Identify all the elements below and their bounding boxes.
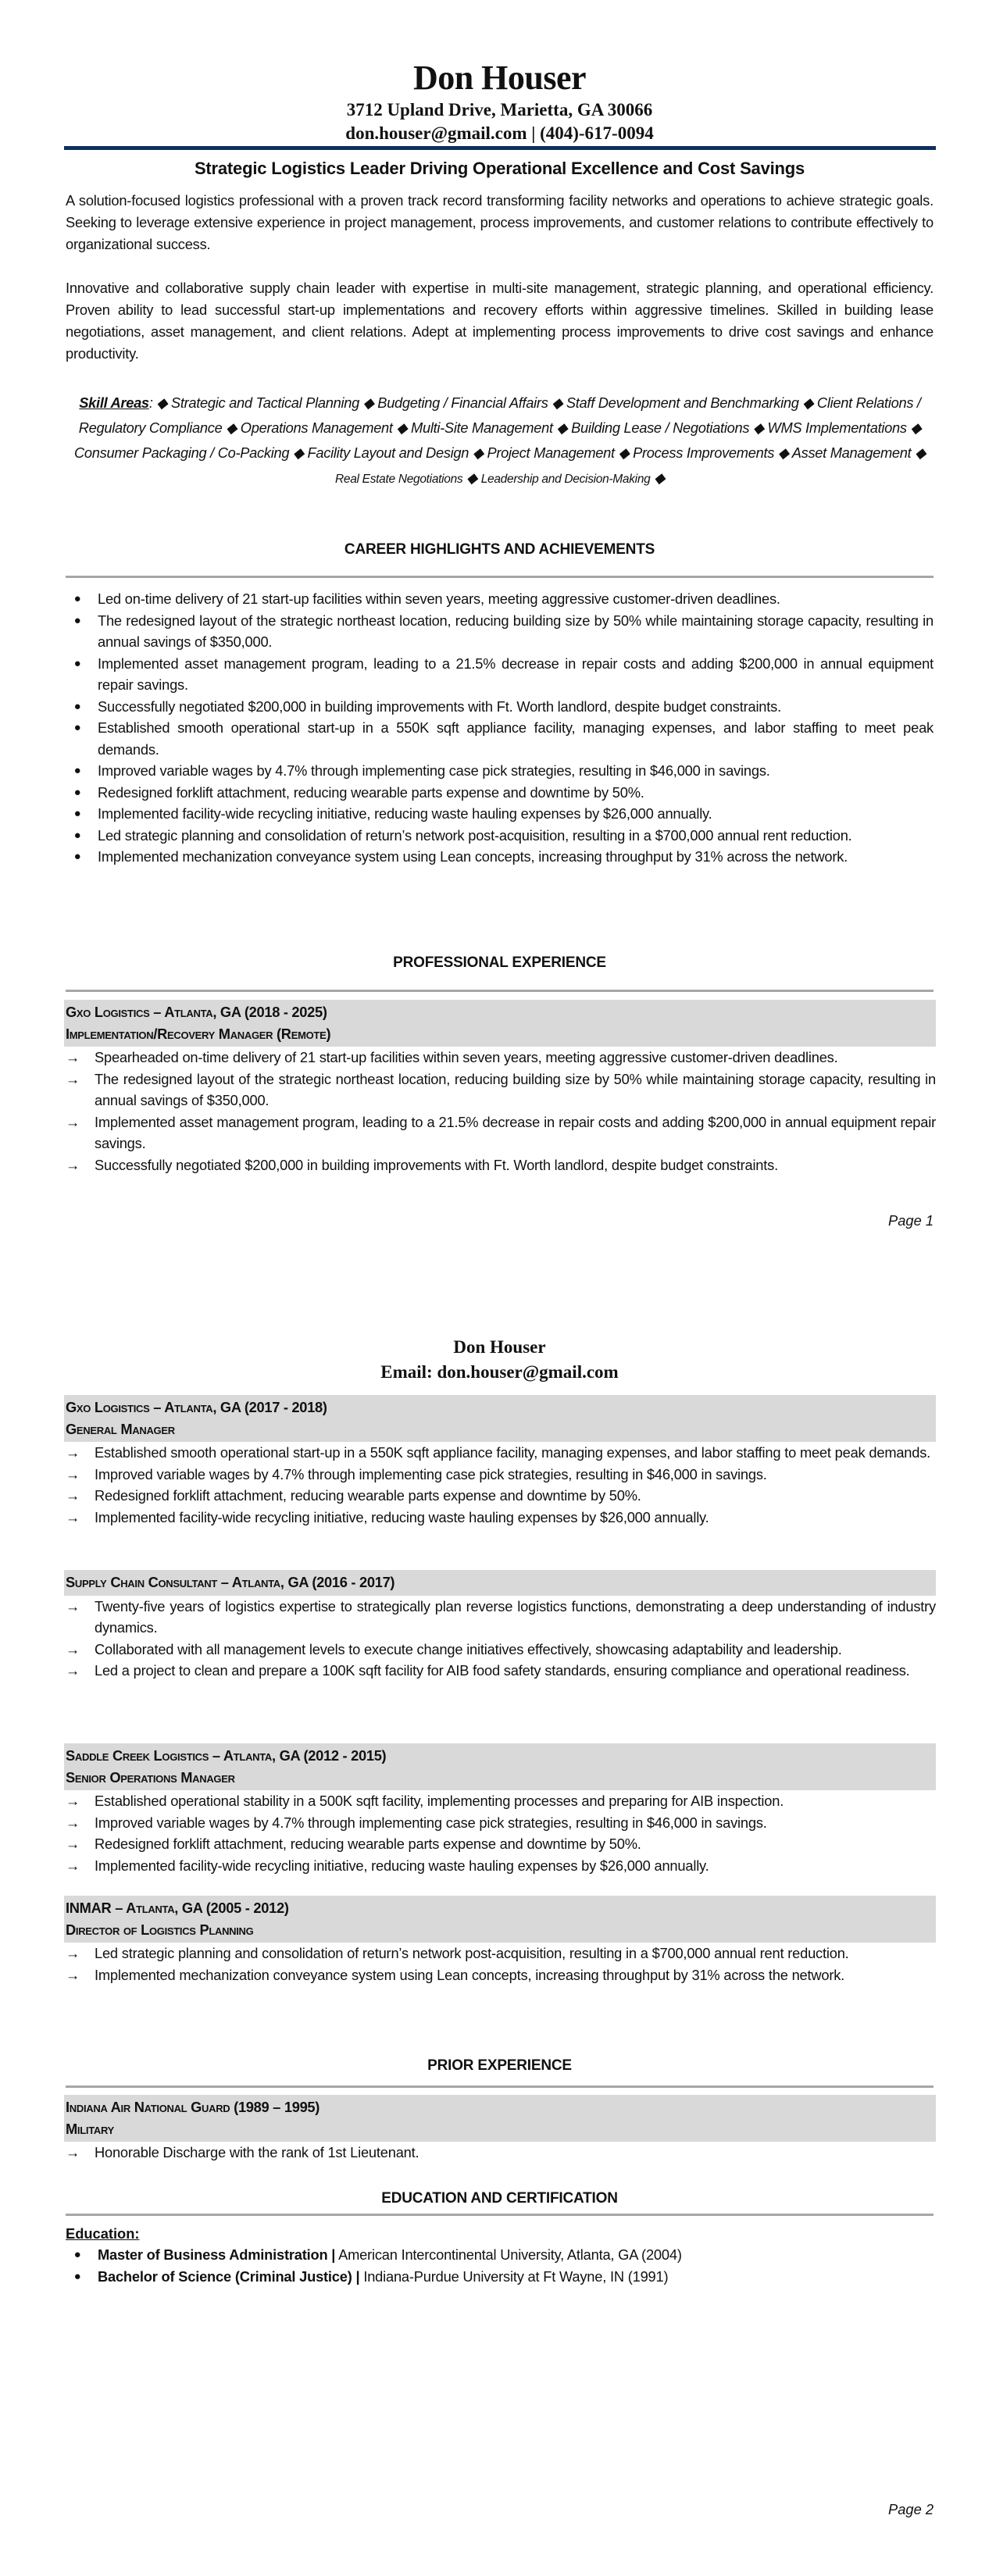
tagline: Strategic Logistics Leader Driving Operational Excellence and Cost Savings <box>194 159 805 178</box>
list-item: → The redesigned layout of the strategic northeast location, reducing building size by 50% while maintaining storage capacity, resulting in annual savings of $350,000. <box>66 1069 936 1111</box>
list-item: → Improved variable wages by 4.7% through implementing case pick strategies, resulting in $46,000 in savings. <box>66 1464 936 1486</box>
education-label: Education: <box>66 2225 140 2242</box>
list-item: ● Established smooth operational start-up in a 550K sqft appliance facility, managing expenses, and labor staffing to meet peak demands. <box>66 717 934 760</box>
arrow-icon: → <box>66 1444 80 1461</box>
job-bullets <box>64 2142 936 2164</box>
job-header <box>64 1570 936 1596</box>
list-item: → Successfully negotiated $200,000 in building improvements with Ft. Worth landlord, despite budget constraints. <box>66 1154 936 1176</box>
list-item: → Collaborated with all management levels to execute change initiatives effectively, showcasing adaptability and leadership. <box>66 1639 936 1661</box>
arrow-icon: → <box>66 1857 80 1874</box>
degree: Master of Business Administration | <box>98 2246 336 2263</box>
skill-item: Real Estate Negotiations <box>334 473 463 486</box>
job-bullets <box>64 1943 936 1986</box>
job-header <box>64 1000 936 1047</box>
arrow-icon: → <box>66 1487 80 1504</box>
skill-item: Client Relations / Regulatory Compliance <box>78 394 921 436</box>
arrow-icon: → <box>66 1662 80 1679</box>
resume-page-2 <box>0 1288 996 2576</box>
education-block <box>66 2225 934 2287</box>
list-item: ● Led on-time delivery of 21 start-up facilities within seven years, meeting aggressive customer-driven deadlines. <box>66 588 934 610</box>
arrow-icon: → <box>66 1508 80 1525</box>
bullet-icon: ● <box>73 656 81 670</box>
job-bullets <box>64 1596 936 1682</box>
bullet-icon: ● <box>73 764 81 777</box>
job-entry <box>64 1000 936 1176</box>
job-bullets <box>64 1442 936 1528</box>
list-item: ● Successfully negotiated $200,000 in building improvements with Ft. Worth landlord, despite budget constraints. <box>66 696 934 718</box>
candidate-name: Don Houser <box>412 59 587 97</box>
skill-sep-icon: ◆ <box>293 444 304 461</box>
arrow-icon: → <box>66 1070 80 1087</box>
skill-item: Building Lease / Negotiations <box>571 419 750 436</box>
bullet-icon: ● <box>73 807 81 820</box>
skill-item: Project Management <box>487 444 615 461</box>
list-item: ● Implemented asset management program, leading to a 21.5% decrease in repair costs and adding $200,000 in annual equipment repair savings. <box>66 653 934 696</box>
job-company: Saddle Creek Logistics – Atlanta, GA (2012 - 2015) <box>66 1747 387 1764</box>
skill-sep-icon: ◆ <box>362 394 374 411</box>
summary-paragraph-1: A solution-focused logistics professional with a proven track record transforming facility networks and operations to achieve strategic goals. Seeking to leverage extensive experience in project management, process improvements, and customer relations to contribute effectively to organizational success. <box>66 192 934 252</box>
arrow-icon: → <box>66 1966 80 1983</box>
page-number: Page 2 <box>888 2501 934 2517</box>
list-item: → Led strategic planning and consolidation of return’s network post-acquisition, resulting in a $700,000 annual rent reduction. <box>66 1943 936 1964</box>
section-title-experience: PROFESSIONAL EXPERIENCE <box>393 954 606 971</box>
arrow-icon: → <box>66 1049 80 1065</box>
skill-item: Operations Management <box>240 419 393 436</box>
skill-item: Leadership and Decision-Making <box>480 473 651 486</box>
skill-item: Multi-Site Management <box>411 419 553 436</box>
education-list <box>66 2244 934 2287</box>
job-role: General Manager <box>66 1420 175 1437</box>
job-header <box>64 1395 936 1442</box>
arrow-icon: → <box>66 1113 80 1130</box>
highlights-list <box>66 588 934 868</box>
list-item: ● Improved variable wages by 4.7% through implementing case pick strategies, resulting in $46,000 in savings. <box>66 760 934 782</box>
job-role: Director of Logistics Planning <box>66 1921 254 1938</box>
section-rule <box>66 2214 934 2216</box>
skill-item: Process Improvements <box>633 444 775 461</box>
bullet-icon: ● <box>73 721 81 734</box>
section-rule <box>66 576 934 578</box>
list-item: ● Implemented mechanization conveyance system using Lean concepts, increasing throughput by 31% across the network. <box>66 846 934 868</box>
job-entry <box>64 1570 936 1682</box>
section-title-prior-experience: PRIOR EXPERIENCE <box>427 2057 572 2074</box>
contact-line: don.houser@gmail.com | (404)-617-0094 <box>345 123 654 143</box>
bullet-icon: ● <box>73 699 81 713</box>
skill-sep-icon: ◆ <box>618 444 630 461</box>
header-rule <box>64 146 936 150</box>
job-company: Gxo Logistics – Atlanta, GA (2017 - 2018) <box>66 1399 327 1415</box>
job-role: Military <box>66 2120 114 2137</box>
job-company: Indiana Air National Guard (1989 – 1995) <box>66 2099 320 2115</box>
bullet-icon: ● <box>73 2248 81 2261</box>
arrow-icon: → <box>66 1156 80 1173</box>
skill-sep-icon: ◆ <box>472 444 484 461</box>
job-bullets <box>64 1790 936 1876</box>
section-title-highlights: CAREER HIGHLIGHTS AND ACHIEVEMENTS <box>344 541 655 558</box>
list-item <box>66 2266 934 2288</box>
list-item: → Improved variable wages by 4.7% through implementing case pick strategies, resulting in $46,000 in savings. <box>66 1812 936 1834</box>
job-entry <box>64 1395 936 1528</box>
skill-item: Budgeting / Financial Affairs <box>377 394 548 411</box>
job-entry <box>64 1896 936 1986</box>
job-entry <box>64 1743 936 1876</box>
list-item: → Redesigned forklift attachment, reducing wearable parts expense and downtime by 50%. <box>66 1485 936 1507</box>
list-item: → Established operational stability in a 500K sqft facility, implementing processes and preparing for AIB inspection. <box>66 1790 936 1812</box>
job-header <box>64 2095 936 2142</box>
school: American Intercontinental University, Atlanta, GA (2004) <box>335 2246 682 2263</box>
bullet-icon: ● <box>73 592 81 605</box>
skill-sep-icon: ◆ <box>396 419 408 436</box>
list-item: → Led a project to clean and prepare a 100K sqft facility for AIB food safety standards, ensuring compliance and operational readiness. <box>66 1660 936 1682</box>
bullet-icon: ● <box>73 785 81 799</box>
skill-sep-icon: ◆ <box>226 419 237 436</box>
skill-sep-icon: ◆ <box>556 419 568 436</box>
job-bullets <box>64 1047 936 1176</box>
degree: Bachelor of Science (Criminal Justice) | <box>98 2267 360 2285</box>
list-item: → Implemented mechanization conveyance system using Lean concepts, increasing throughput by 31% across the network. <box>66 1964 936 1986</box>
summary-paragraph-2: Innovative and collaborative supply chain leader with expertise in multi-site management, strategic planning, and operational efficiency. Proven ability to lead successful start-up implementations and recovery efforts within aggressive timelines. Skilled in building lease negotiations, asset management, and client relations. Adept at implementing process improvements to drive cost savings and enhance productivity. <box>66 280 934 362</box>
skill-item: Consumer Packaging / Co-Packing <box>74 444 290 461</box>
skill-sep-icon: ◆ <box>156 394 168 411</box>
skill-item: Asset Management <box>791 444 912 461</box>
skill-item: Facility Layout and Design <box>307 444 469 461</box>
arrow-icon: → <box>66 1836 80 1852</box>
list-item: ● Led strategic planning and consolidation of return’s network post-acquisition, resulting in a $700,000 annual rent reduction. <box>66 825 934 847</box>
bullet-icon: ● <box>73 850 81 863</box>
school: Indiana-Purdue University at Ft Wayne, IN (1991) <box>359 2267 669 2285</box>
arrow-icon: → <box>66 1945 80 1961</box>
skill-sep-icon: ◆ <box>915 444 926 461</box>
arrow-icon: → <box>66 1793 80 1809</box>
list-item: → Honorable Discharge with the rank of 1st Lieutenant. <box>66 2142 936 2164</box>
list-item: → Redesigned forklift attachment, reducing wearable parts expense and downtime by 50%. <box>66 1833 936 1855</box>
section-title-education: EDUCATION AND CERTIFICATION <box>381 2190 618 2207</box>
skill-item: Staff Development and Benchmarking <box>566 394 799 411</box>
list-item: → Implemented facility-wide recycling initiative, reducing waste hauling expenses by $26,000 annually. <box>66 1855 936 1877</box>
section-rule <box>66 990 934 992</box>
job-role: Senior Operations Manager <box>66 1768 235 1786</box>
job-header <box>64 1896 936 1943</box>
arrow-icon: → <box>66 1814 80 1831</box>
skill-item: WMS Implementations <box>767 419 907 436</box>
candidate-name: Don Houser <box>453 1337 546 1357</box>
address: 3712 Upland Drive, Marietta, GA 30066 <box>346 100 653 120</box>
skill-sep-icon: ◆ <box>752 419 764 436</box>
skill-sep-icon: ◆ <box>777 444 789 461</box>
resume-header-2 <box>66 1335 934 1385</box>
job-company: INMAR – Atlanta, GA (2005 - 2012) <box>66 1900 289 1916</box>
list-item: → Established smooth operational start-up in a 550K sqft appliance facility, managing expenses, and labor staffing to meet peak demands. <box>66 1442 936 1464</box>
email-line: Email: don.houser@gmail.com <box>380 1362 619 1382</box>
job-role: Implementation/Recovery Manager (Remote) <box>66 1025 331 1042</box>
list-item: → Twenty-five years of logistics expertise to strategically plan reverse logistics functions, demonstrating a deep understanding of industry dynamics. <box>66 1596 936 1639</box>
list-item: → Implemented facility-wide recycling initiative, reducing waste hauling expenses by $26,000 annually. <box>66 1507 936 1529</box>
bullet-icon: ● <box>73 828 81 842</box>
job-entry-military <box>64 2095 936 2164</box>
arrow-icon: → <box>66 2144 80 2160</box>
skill-sep-icon: ◆ <box>466 469 477 486</box>
job-company: Gxo Logistics – Atlanta, GA (2018 - 2025) <box>66 1004 327 1020</box>
list-item <box>66 2244 934 2266</box>
list-item: ● Redesigned forklift attachment, reducing wearable parts expense and downtime by 50%. <box>66 782 934 804</box>
bullet-icon: ● <box>73 613 81 627</box>
arrow-icon: → <box>66 1465 80 1482</box>
skill-sep-icon: ◆ <box>654 469 666 486</box>
bullet-icon: ● <box>73 2269 81 2283</box>
skill-sep-icon: ◆ <box>910 419 922 436</box>
list-item: → Implemented asset management program, leading to a 21.5% decrease in repair costs and adding $200,000 in annual equipment repair savings. <box>66 1111 936 1154</box>
arrow-icon: → <box>66 1597 80 1614</box>
list-item: ● Implemented facility-wide recycling initiative, reducing waste hauling expenses by $26,000 annually. <box>66 803 934 825</box>
arrow-icon: → <box>66 1640 80 1657</box>
skill-areas: Skill Areas: ◆ Strategic and Tactical Planning ◆ Budgeting / Financial Affairs ◆ Staff Development and Benchmarking ◆ Client Relations / Regulatory Compliance ◆ Operations Management ◆ Multi-Site Management ◆ Building Lease / Negotiations ◆ WMS Implementations ◆ Consumer Packaging / Co-Packing ◆ Facility Layout and Design ◆ Project Management ◆ Process Improvements ◆ Asset Management ◆ Real Estate Negotiations ◆ Leadership and Decision-Making ◆ <box>74 394 926 486</box>
section-rule <box>66 2085 934 2088</box>
skill-sep-icon: ◆ <box>802 394 814 411</box>
job-company: Supply Chain Consultant – Atlanta, GA (2016 - 2017) <box>66 1574 395 1590</box>
skill-sep-icon: ◆ <box>552 394 563 411</box>
skill-areas-label: Skill Areas <box>79 394 149 411</box>
list-item: → Spearheaded on-time delivery of 21 start-up facilities within seven years, meeting aggressive customer-driven deadlines. <box>66 1047 936 1069</box>
job-header <box>64 1743 936 1790</box>
resume-header <box>66 61 934 145</box>
skill-item: Strategic and Tactical Planning <box>170 394 359 411</box>
page-number: Page 1 <box>888 1212 934 1229</box>
list-item: ● The redesigned layout of the strategic northeast location, reducing building size by 50% while maintaining storage capacity, resulting in annual savings of $350,000. <box>66 610 934 653</box>
